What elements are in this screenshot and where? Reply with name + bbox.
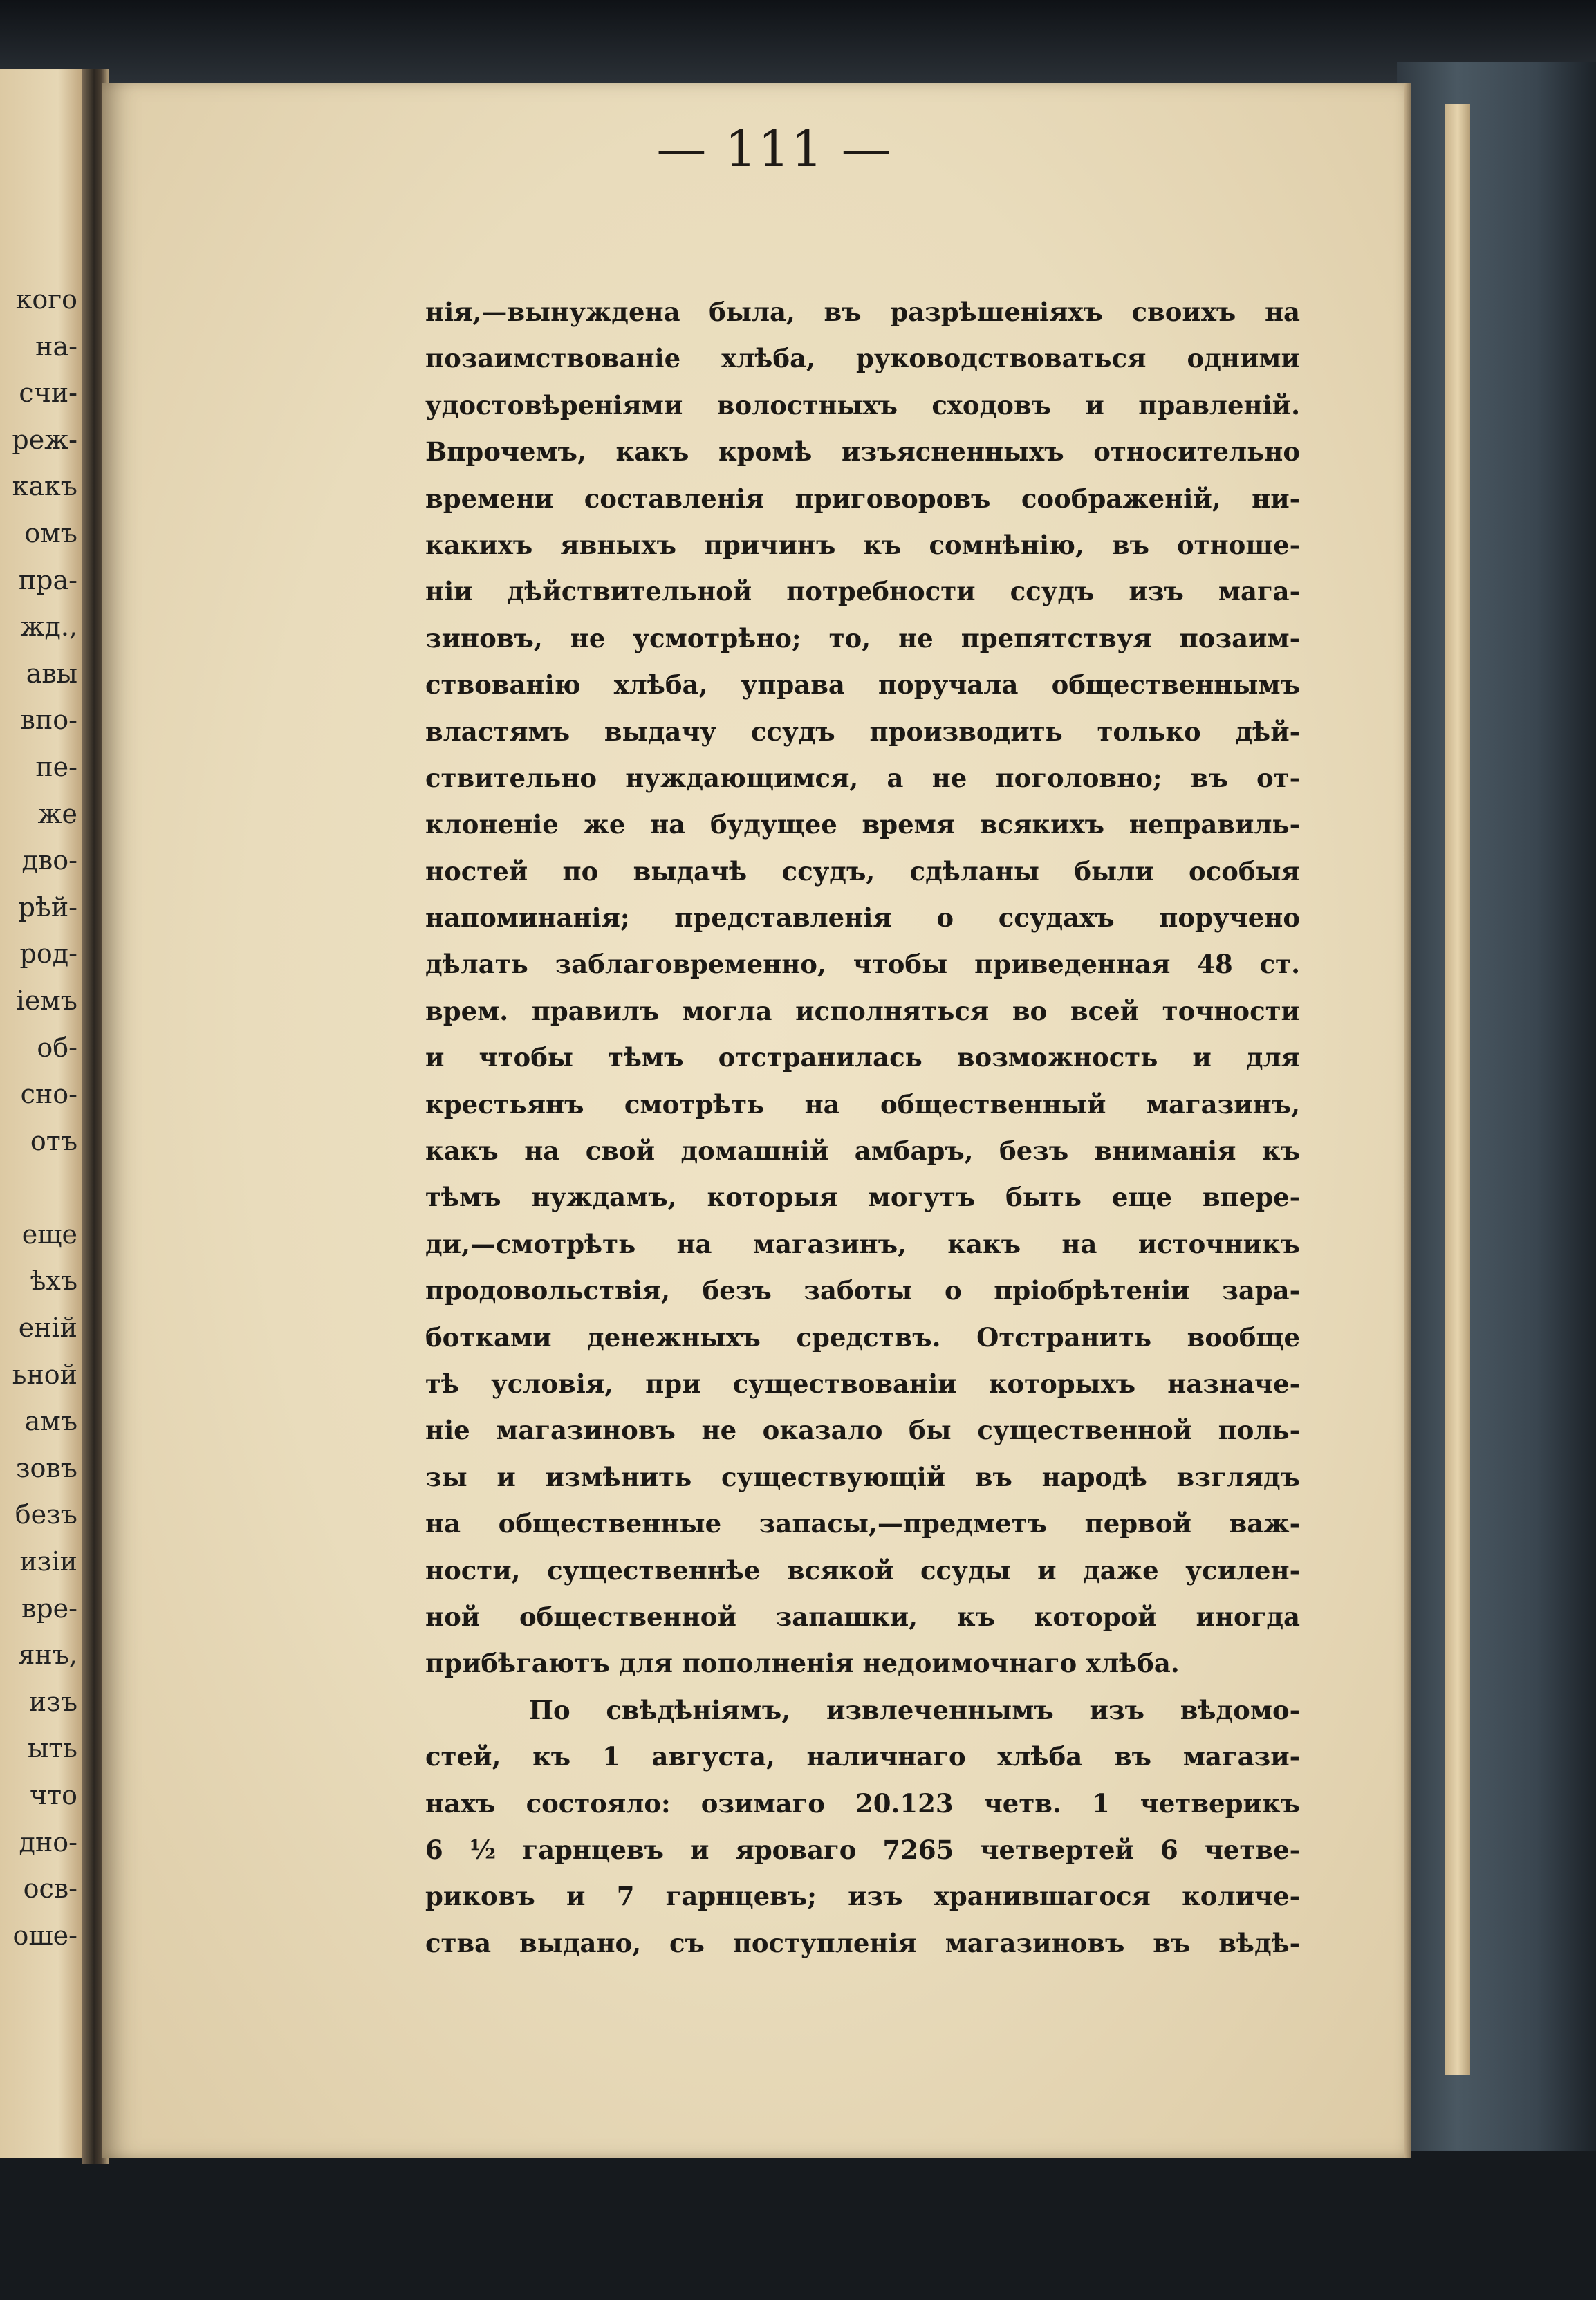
text-line: властямъ выдачу ссудъ производить только дѣй- [425,716,1300,747]
previous-page-fragment: сно- [20,1079,77,1110]
previous-page-fragment: еній [18,1313,77,1344]
text-line: крестьянъ смотрѣть на общественный магазинъ, [425,1088,1300,1120]
text-line: нія,—вынуждена была, въ разрѣшеніяхъ своихъ на [425,297,1300,327]
previous-page-fragment: жд., [20,611,77,642]
text-line: и чтобы тѣмъ отстранилась возможность и для [425,1042,1300,1073]
text-line: врем. правилъ могла исполняться во всей точности [425,995,1300,1026]
previous-page-fragment: дно- [19,1826,77,1857]
text-line: тѣ условія, при существованіи которыхъ назначе- [425,1368,1300,1399]
text-line: напоминанія; представленія о ссудахъ поручено [425,902,1300,934]
previous-page-fragment: на- [35,331,77,362]
text-line: ностей по выдачѣ ссудъ, сдѣланы были особыя [425,855,1300,887]
previous-page-fragment: же [37,798,77,829]
text-line: ства выдано, съ поступленія магазиновъ въ вѣдѣ- [425,1927,1300,1958]
previous-page-fragment: еще [21,1218,77,1250]
previous-page-fragment: амъ [24,1406,77,1437]
previous-page-fragment: впо- [20,705,77,736]
text-line: риковъ и 7 гарнцевъ; изъ хранившагося количе- [425,1881,1300,1912]
previous-page-fragment [12,1165,77,1212]
previous-page-fragment: оше- [12,1920,77,1951]
previous-page-fragment: рѣй- [18,891,77,922]
text-line: ности, существеннѣе всякой ссуды и даже усилен- [425,1555,1300,1586]
text-line: стей, къ 1 августа, наличнаго хлѣба въ магази- [425,1741,1300,1772]
previous-page-fragment: ыть [28,1733,77,1764]
previous-page-fragment: что [29,1780,77,1810]
previous-page-fragment: род- [19,938,77,970]
previous-page-fragment: какъ [12,471,77,502]
book-cover-top [0,0,1596,83]
previous-page-fragment: об- [37,1032,77,1063]
previous-page-fragment: изъ [28,1686,77,1717]
text-line: клоненіе же на будущее время всякихъ неправиль- [425,809,1300,840]
previous-page-fragment: реж- [12,424,77,455]
text-line: на общественные запасы,—предметъ первой важ- [425,1508,1300,1539]
previous-page-fragment: изіи [19,1546,77,1577]
text-line: зы и измѣнить существующій въ народѣ взглядъ [425,1461,1300,1492]
text-line: позаимствованіе хлѣба, руководствоваться одними [425,343,1300,374]
previous-page-fragment: іемъ [16,985,77,1016]
text-line: ніи дѣйствительной потребности ссудъ изъ мага- [425,576,1300,607]
previous-page-fragment: омъ [24,517,77,548]
page-edges [1445,104,1470,2075]
text-line: тѣмъ нуждамъ, которыя могутъ быть еще впере- [425,1182,1300,1213]
previous-page-fragment: дво- [21,845,77,876]
text-line: дѣлать заблаговременно, чтобы приведенная 48 ст. [425,949,1300,980]
text-line: ной общественной запашки, къ которой иногда [425,1601,1300,1632]
previous-page-fragment: пе- [35,751,77,782]
page-body-text [425,289,1300,1967]
text-line: ди,—смотрѣть на магазинъ, какъ на источникъ [425,1228,1300,1259]
text-line: 6 ½ гарнцевъ и яроваго 7265 четвертей 6 четве- [425,1834,1300,1865]
text-line: продовольствія, безъ заботы о пріобрѣтеніи зара- [425,1275,1300,1306]
text-line: прибѣгаютъ для пополненія недоимочнаго хлѣба. [425,1648,1180,1679]
previous-page-fragment: безъ [15,1499,77,1530]
text-line: какихъ явныхъ причинъ къ сомнѣнію, въ отноше- [425,529,1300,560]
previous-page-fragment: пра- [18,564,77,595]
text-line: ботками денежныхъ средствъ. Отстранить вообще [425,1321,1300,1353]
text-line: ствительно нуждающимся, а не поголовно; въ от- [425,762,1300,793]
previous-page-fragment: ьной [12,1359,77,1390]
previous-page-fragment: ѣхъ [30,1265,77,1297]
text-line: какъ на свой домашній амбаръ, безъ вниманія къ [425,1135,1300,1167]
previous-page-fragment: вре- [21,1593,77,1624]
previous-page-fragment: осв- [23,1873,77,1904]
text-line: удостовѣреніями волостныхъ сходовъ и правленій. [425,389,1300,420]
book-cover-right [1397,62,1596,2151]
previous-page [0,69,83,2158]
previous-page-fragment: зовъ [15,1452,77,1483]
text-line: ствованію хлѣба, управа поручала общественнымъ [425,669,1300,701]
previous-page-fragment: отъ [30,1125,77,1156]
text-line: Впрочемъ, какъ кромѣ изъясненныхъ относительно [425,436,1300,467]
text-line: времени составленія приговоровъ соображеній, ни- [425,483,1300,514]
previous-page-fragment: авы [26,658,77,689]
previous-page-fragment: счи- [19,378,77,409]
previous-page-text [12,277,77,1959]
text-line: По свѣдѣніямъ, извлеченнымъ изъ вѣдомо- [529,1694,1300,1725]
page-fold [1404,83,1411,2158]
text-line: ніе магазиновъ не оказало бы существенной поль- [425,1415,1300,1446]
previous-page-fragment: кого [15,284,77,315]
previous-page-fragment: янъ, [18,1640,77,1671]
text-line: зиновъ, не усмотрѣно; то, не препятствуя позаим- [425,622,1300,653]
text-line: нахъ состояло: озимаго 20.123 четв. 1 четверикъ [425,1788,1300,1819]
page-number: — 111 — [656,120,893,178]
